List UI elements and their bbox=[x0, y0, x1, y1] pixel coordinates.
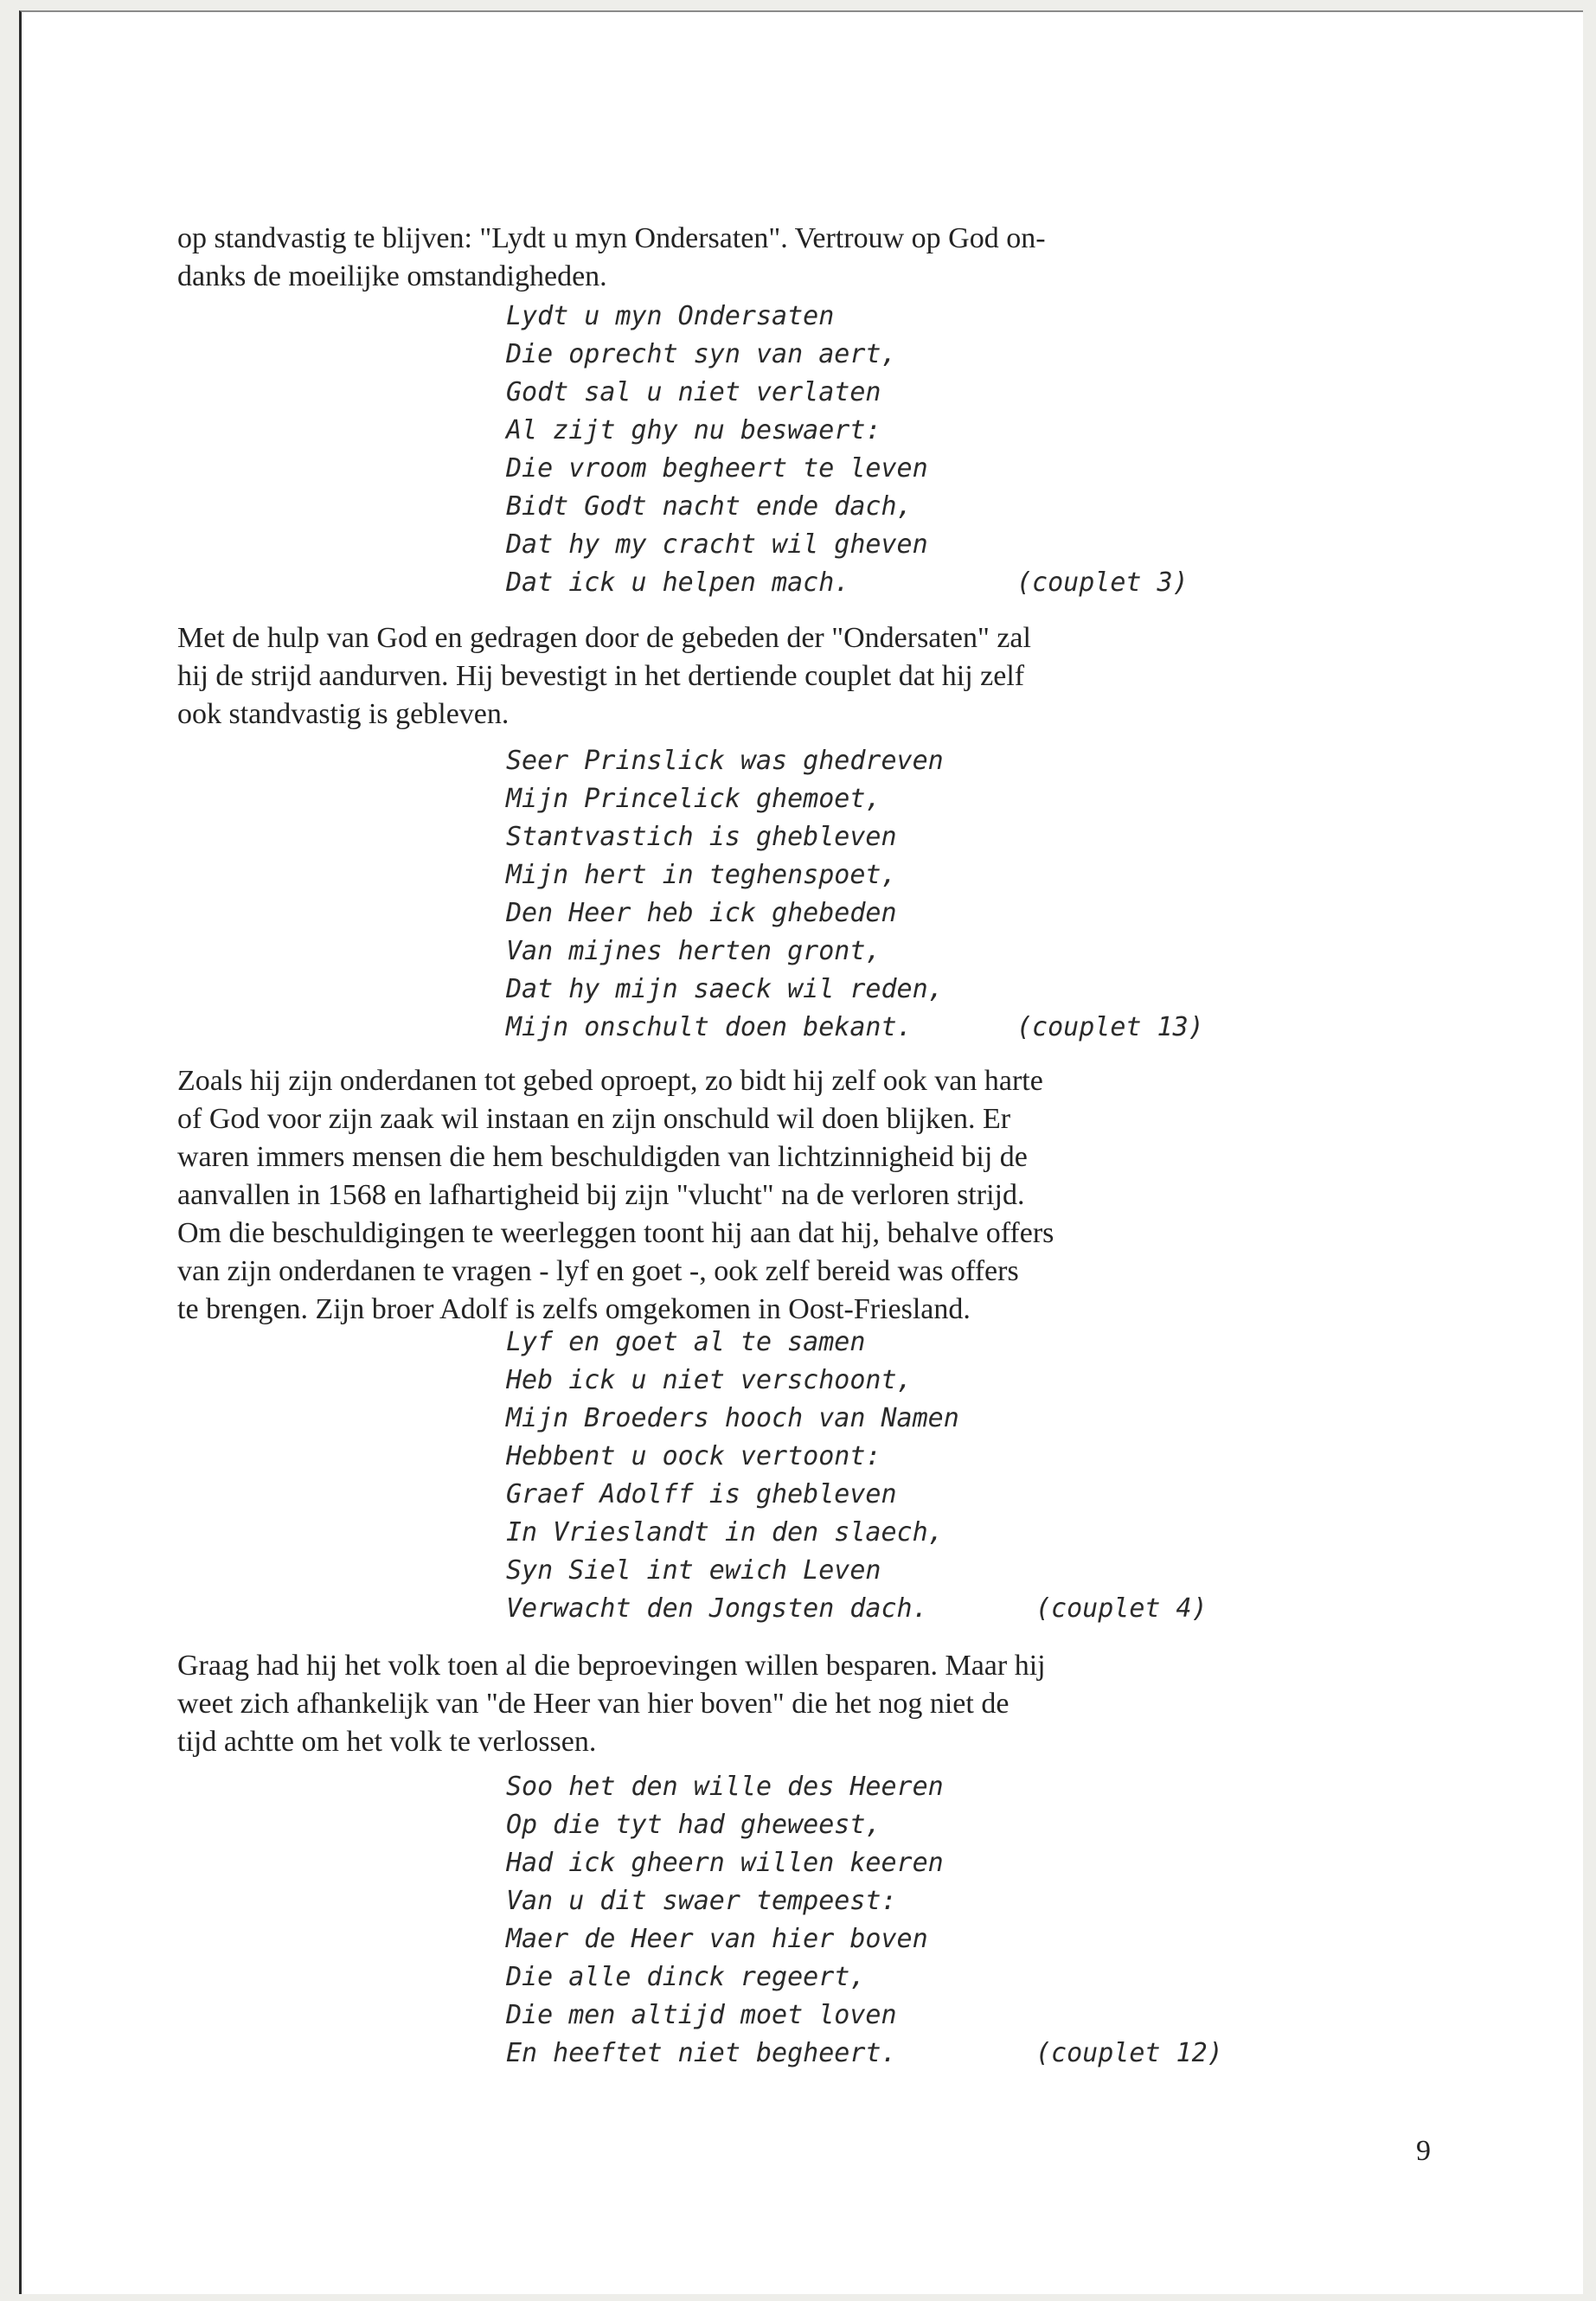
text-line: hij de strijd aandurven. Hij bevestigt in het dertiende couplet dat hij zelf bbox=[177, 660, 1025, 692]
verse-line: Heb ick u niet verschoont, bbox=[506, 1365, 913, 1395]
verse-line: Van mijnes herten gront, bbox=[506, 936, 881, 966]
verse-line: Dat hy my cracht wil gheven bbox=[506, 529, 928, 560]
verse-line: Die vroom begheert te leven bbox=[506, 453, 928, 484]
verse-line: Den Heer heb ick ghebeden bbox=[506, 898, 897, 928]
verse-line: Op die tyt had gheweest, bbox=[506, 1810, 881, 1840]
text-line: Graag had hij het volk toen al die beproevingen willen besparen. Maar hij bbox=[177, 1650, 1046, 1682]
verse-couplet-4 bbox=[506, 1324, 959, 1628]
document-page bbox=[19, 10, 1583, 2294]
couplet-reference: (couplet 13) bbox=[1016, 1012, 1204, 1042]
verse-line: Syn Siel int ewich Leven bbox=[506, 1555, 881, 1586]
couplet-reference: (couplet 4) bbox=[1035, 1593, 1208, 1624]
verse-line: Hebbent u oock vertoont: bbox=[506, 1441, 881, 1471]
text-line: ook standvastig is gebleven. bbox=[177, 698, 510, 730]
paragraph-beproevingen bbox=[177, 1647, 1440, 1761]
verse-line: In Vrieslandt in den slaech, bbox=[506, 1517, 944, 1548]
verse-line: Bidt Godt nacht ende dach, bbox=[506, 491, 913, 522]
text-line: weet zich afhankelijk van "de Heer van hier boven" die het nog niet de bbox=[177, 1688, 1010, 1720]
verse-line: Van u dit swaer tempeest: bbox=[506, 1886, 897, 1916]
verse-line: Mijn hert in teghenspoet, bbox=[506, 860, 897, 890]
verse-line: Al zijt ghy nu beswaert: bbox=[506, 415, 881, 445]
verse-line: Godt sal u niet verlaten bbox=[506, 377, 881, 407]
verse-line: Mijn Princelick ghemoet, bbox=[506, 784, 881, 814]
paragraph-onschuld bbox=[177, 1062, 1440, 1329]
couplet-reference: (couplet 12) bbox=[1035, 2038, 1223, 2068]
verse-line: Verwacht den Jongsten dach. bbox=[506, 1593, 928, 1624]
text-line: van zijn onderdanen te vragen - lyf en goet -, ook zelf bereid was offers bbox=[177, 1255, 1019, 1287]
verse-line: Seer Prinslick was ghedreven bbox=[506, 746, 944, 776]
verse-line: Maer de Heer van hier boven bbox=[506, 1924, 928, 1954]
text-line: Met de hulp van God en gedragen door de gebeden der "Ondersaten" zal bbox=[177, 622, 1031, 654]
text-line: te brengen. Zijn broer Adolf is zelfs omgekomen in Oost-Friesland. bbox=[177, 1293, 971, 1325]
text-line: waren immers mensen die hem beschuldigden van lichtzinnigheid bij de bbox=[177, 1141, 1028, 1173]
verse-line: Had ick gheern willen keeren bbox=[506, 1848, 944, 1878]
text-line: tijd achtte om het volk te verlossen. bbox=[177, 1726, 597, 1758]
verse-line: Soo het den wille des Heeren bbox=[506, 1772, 944, 1802]
text-line: Zoals hij zijn onderdanen tot gebed oproept, zo bidt hij zelf ook van harte bbox=[177, 1065, 1043, 1097]
paragraph-intro bbox=[177, 220, 1440, 296]
verse-line: Mijn Broeders hooch van Namen bbox=[506, 1403, 959, 1433]
verse-line: Graef Adolff is ghebleven bbox=[506, 1479, 897, 1509]
page-number: 9 bbox=[1416, 2135, 1431, 2167]
verse-line: Dat ick u helpen mach. bbox=[506, 567, 850, 598]
text-line: Om die beschuldigingen te weerleggen toont hij aan dat hij, behalve offers bbox=[177, 1217, 1054, 1249]
verse-line: Lyf en goet al te samen bbox=[506, 1327, 866, 1357]
verse-couplet-13 bbox=[506, 742, 944, 1047]
verse-line: Lydt u myn Ondersaten bbox=[506, 301, 835, 331]
verse-line: Dat hy mijn saeck wil reden, bbox=[506, 974, 944, 1004]
verse-line: Mijn onschult doen bekant. bbox=[506, 1012, 913, 1042]
verse-line: Die alle dinck regeert, bbox=[506, 1962, 866, 1992]
verse-line: En heeftet niet begheert. bbox=[506, 2038, 897, 2068]
verse-line: Die oprecht syn van aert, bbox=[506, 339, 897, 369]
verse-couplet-12 bbox=[506, 1768, 944, 2073]
paragraph-strijd bbox=[177, 619, 1440, 734]
verse-line: Die men altijd moet loven bbox=[506, 2000, 897, 2030]
text-line: op standvastig te blijven: "Lydt u myn Ondersaten". Vertrouw op God on- bbox=[177, 222, 1046, 254]
text-line: danks de moeilijke omstandigheden. bbox=[177, 260, 607, 292]
verse-couplet-3 bbox=[506, 298, 928, 602]
couplet-reference: (couplet 3) bbox=[1016, 567, 1189, 598]
text-line: of God voor zijn zaak wil instaan en zijn onschuld wil doen blijken. Er bbox=[177, 1103, 1011, 1135]
verse-line: Stantvastich is ghebleven bbox=[506, 822, 897, 852]
text-line: aanvallen in 1568 en lafhartigheid bij zijn "vlucht" na de verloren strijd. bbox=[177, 1179, 1025, 1211]
